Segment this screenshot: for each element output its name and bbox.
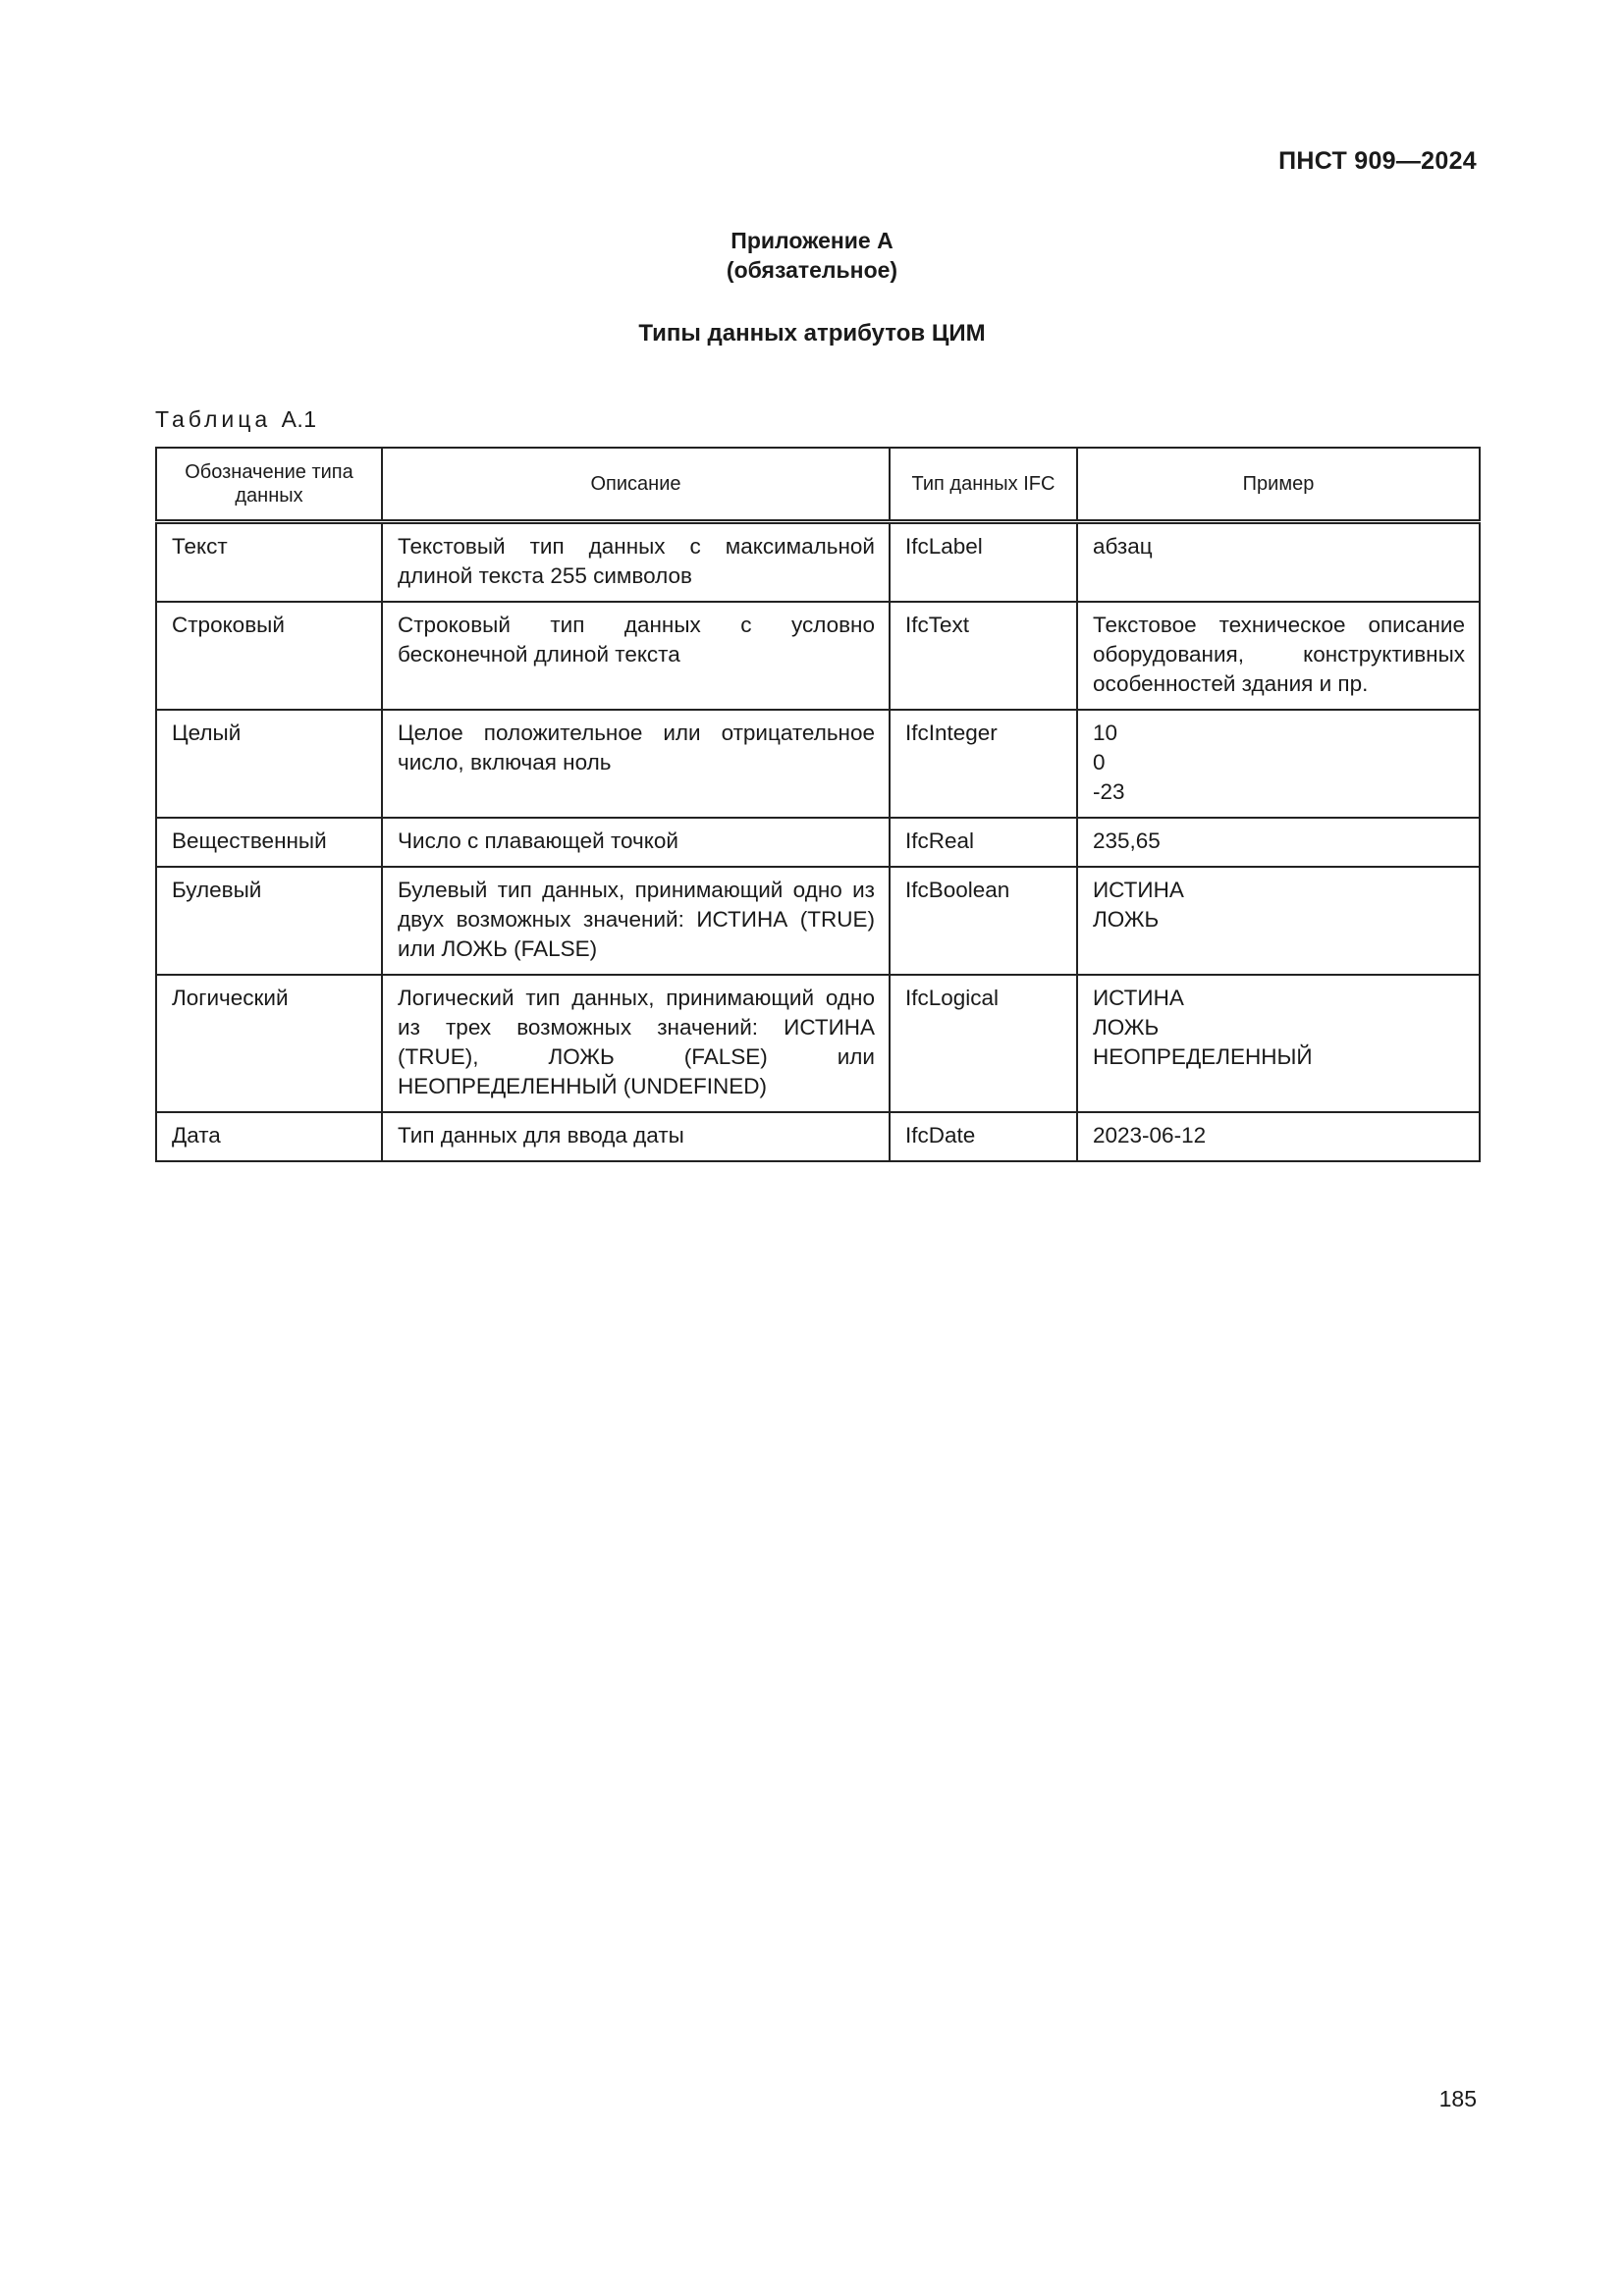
ifc-type-cell: IfcDate	[890, 1112, 1077, 1161]
document-code: ПНСТ 909—2024	[1278, 147, 1477, 175]
section-title: Типы данных атрибутов ЦИМ	[638, 320, 986, 347]
appendix-title: Приложение А	[731, 228, 893, 253]
type-name-cell: Целый	[156, 710, 382, 818]
description-cell: Текстовый тип данных с максимальной длиной текста 255 символов	[382, 522, 890, 603]
ifc-type-cell: IfcInteger	[890, 710, 1077, 818]
table-caption-word: Таблица	[155, 406, 272, 432]
page-number: 185	[1438, 2086, 1477, 2111]
header-cell: Пример	[1077, 448, 1480, 522]
ifc-type-cell: IfcLogical	[890, 975, 1077, 1112]
appendix-heading	[0, 226, 1624, 285]
example-value: абзац	[1093, 534, 1153, 559]
ifc-type-cell: IfcBoolean	[890, 867, 1077, 975]
example-value: 235,65	[1093, 828, 1161, 853]
table-caption	[155, 406, 317, 433]
description-cell: Число с плавающей точкой	[382, 818, 890, 867]
type-name-cell: Текст	[156, 522, 382, 603]
example-value: ИСТИНА	[1093, 986, 1184, 1010]
example-value: -23	[1093, 779, 1125, 804]
table-caption-number: А.1	[281, 406, 317, 432]
example-cell	[1077, 867, 1480, 975]
example-cell	[1077, 818, 1480, 867]
table-row	[156, 867, 1480, 975]
example-cell	[1077, 710, 1480, 818]
type-name-cell: Строковый	[156, 602, 382, 710]
description-cell: Логический тип данных, принимающий одно из трех возможных значений: ИСТИНА (TRUE), ЛОЖЬ (FALSE) или НЕОПРЕДЕЛЕННЫЙ (UNDEFINED)	[382, 975, 890, 1112]
header-cell: Описание	[382, 448, 890, 522]
example-cell	[1077, 975, 1480, 1112]
example-value: ИСТИНА	[1093, 878, 1184, 902]
table-row	[156, 710, 1480, 818]
example-value: 10	[1093, 721, 1118, 745]
header-cell: Тип данных IFC	[890, 448, 1077, 522]
ifc-type-cell: IfcText	[890, 602, 1077, 710]
example-cell	[1077, 1112, 1480, 1161]
example-value: НЕОПРЕДЕЛЕННЫЙ	[1093, 1044, 1313, 1069]
data-types-table	[155, 447, 1481, 1162]
ifc-type-cell: IfcLabel	[890, 522, 1077, 603]
example-value: 2023-06-12	[1093, 1123, 1207, 1148]
appendix-status: (обязательное)	[726, 257, 898, 283]
ifc-type-cell: IfcReal	[890, 818, 1077, 867]
table-row	[156, 1112, 1480, 1161]
example-cell	[1077, 602, 1480, 710]
example-value: Текстовое техническое описание оборудования, конструктивных особенностей здания и пр.	[1093, 613, 1465, 696]
type-name-cell: Вещественный	[156, 818, 382, 867]
description-cell: Тип данных для ввода даты	[382, 1112, 890, 1161]
example-value: ЛОЖЬ	[1093, 907, 1160, 932]
description-cell: Строковый тип данных с условно бесконечной длиной текста	[382, 602, 890, 710]
table-row	[156, 975, 1480, 1112]
example-value: ЛОЖЬ	[1093, 1015, 1160, 1040]
table-header-row	[156, 448, 1480, 522]
header-cell: Обозначение типа данных	[156, 448, 382, 522]
type-name-cell: Логический	[156, 975, 382, 1112]
example-value: 0	[1093, 750, 1106, 774]
description-cell: Целое положительное или отрицательное число, включая ноль	[382, 710, 890, 818]
type-name-cell: Дата	[156, 1112, 382, 1161]
table-row	[156, 602, 1480, 710]
example-cell	[1077, 522, 1480, 603]
table-row	[156, 522, 1480, 603]
type-name-cell: Булевый	[156, 867, 382, 975]
table-row	[156, 818, 1480, 867]
description-cell: Булевый тип данных, принимающий одно из двух возможных значений: ИСТИНА (TRUE) или ЛОЖЬ (FALSE)	[382, 867, 890, 975]
